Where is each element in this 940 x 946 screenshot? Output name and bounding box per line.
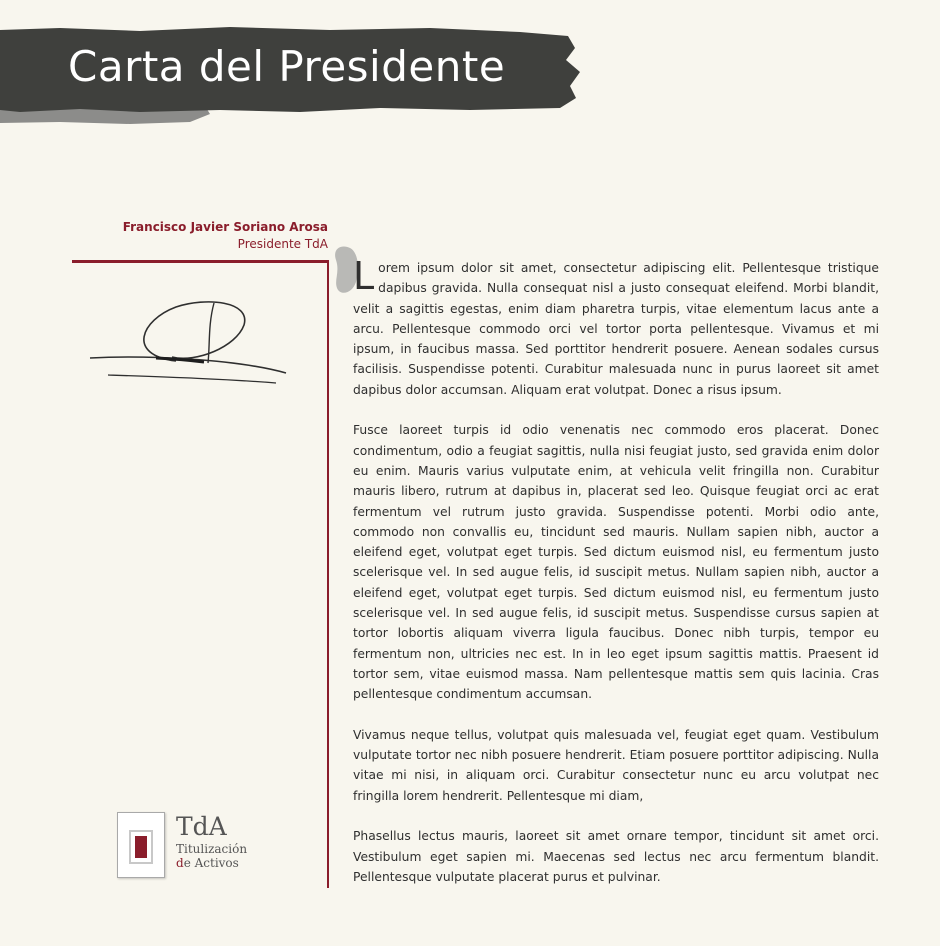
letter-paragraph: Vivamus neque tellus, volutpat quis malesuada vel, feugiat eget quam. Vestibulum vulputate tortor nec nibh posuere hendrerit. Etiam posuere porttitor adipiscing. Nulla vitae mi nisi, in aliquam orci. Curabitur consectetur nunc eu arcu volutpat nec fringilla lorem hendrerit. Pellentesque mi diam, — [353, 727, 879, 803]
logo-line-1: Titulización — [176, 842, 248, 856]
logo-short-name: TdA — [176, 812, 227, 841]
author-name: Francisco Javier Soriano Arosa — [122, 220, 328, 234]
logo-line-2 — [176, 856, 247, 870]
letter-paragraph: Fusce laoreet turpis id odio venenatis nec commodo eros placerat. Donec condimentum, odio a feugiat sagittis, nulla nisi feugiat justo, sed gravida enim dolor eu enim. Mauris varius vulputate enim, at vehicula velit fringilla non. Curabitur mauris libero, rutrum at dapibus in, placerat sed leo. Quisque feugiat orci ac erat fermentum vel rutrum justo gravida. Suspendisse potenti. Morbi odio ante, commodo non convallis eu, tincidunt sed mauris. Nullam sapien nibh, auctor a eleifend eget, volutpat eget turpis. Sed dictum euismod nisl, eu fermentum justo scelerisque vel. In sed augue felis, id suscipit metus. Nullam sapien nibh, auctor a eleifend eget, volutpat eget turpis. Sed dictum euismod nisl, eu fermentum justo scelerisque vel. In sed augue felis, id suscipit metus. Suspendisse cursus sapien at tortor lobortis aliquam viverra ligula faucibus. Donec nibh turpis, tempor eu fermentum non, ultricies nec est. In in leo eget ipsum sagittis mattis. Praesent id tortor sem, vitae euismod massa. Nam pellentesque mattis sem quis lacinia. Cras pellentesque condimentum accumsan. — [353, 423, 879, 702]
drop-cap: L — [353, 254, 375, 298]
frame-top-rule — [72, 260, 329, 263]
letter-paragraph-1-text: orem ipsum dolor sit amet, consectetur adipiscing elit. Pellentesque tristique dapibus gravida. Nulla consequat nisl a justo consequat eleifend. Morbi blandit, velit a sagittis egestas, enim diam pharetra turpis, vitae elementum lacus ante a arcu. Pellentesque commodo orci vel tortor porta pellentesque. Vivamus et mi ipsum, in faucibus massa. Sed porttitor hendrerit posuere. Aenean sodales cursus facilisis. Suspendisse potenti. Curabitur malesuada nunc in purus laoreet sit amet dapibus dolor accumsan. Aliquam erat volutpat. Donec a risus ipsum. — [353, 261, 879, 397]
logo-line-2-rest: e Activos — [183, 856, 239, 870]
frame-side-rule — [327, 260, 329, 888]
letter-paragraph: Phasellus lectus mauris, laoreet sit amet ornare tempor, tincidunt sit amet orci. Vestibulum eget sapien mi. Maecenas sed lectus nec arcu fermentum blandit. Pellentesque vulputate placerat purus et pulvinar. — [353, 829, 879, 884]
letter-body — [353, 254, 879, 908]
author-role: Presidente TdA — [237, 237, 328, 251]
tda-logo — [117, 812, 267, 882]
author-block — [123, 219, 328, 253]
signature-image — [86, 295, 291, 390]
logo-wordmark — [176, 812, 247, 870]
page-title: Carta del Presidente — [68, 42, 506, 91]
logo-mark — [117, 812, 165, 878]
letter-paragraph — [353, 254, 879, 400]
logo-line-2-prefix: d — [176, 856, 184, 870]
